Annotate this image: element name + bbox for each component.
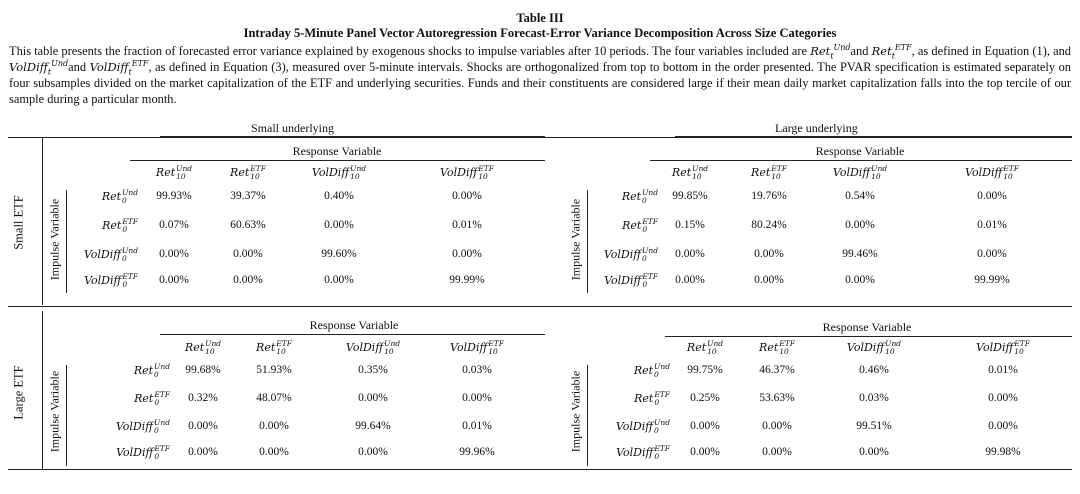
response-variable-rule — [160, 334, 545, 335]
table-cell: 0.00% — [675, 248, 705, 260]
table-cell: 0.00% — [675, 274, 705, 286]
impulse-variable-label: Impulse Variable — [47, 198, 62, 281]
impulse-variable-rule — [66, 190, 67, 293]
impulse-variable-label: Impulse Variable — [47, 370, 62, 453]
table-cell: 99.51% — [856, 420, 892, 432]
table-cell: 0.00% — [845, 274, 875, 286]
column-header: VolDiff ETF 10 — [450, 339, 504, 356]
math-ret-etf: Ret$_t^{ETF}$ — [871, 43, 912, 61]
column-header: VolDiff Und 10 — [832, 164, 888, 181]
row-label: VolDiff ETF 0 — [84, 272, 138, 289]
table-cell: 60.63% — [230, 219, 266, 231]
table-cell: 0.00% — [259, 446, 289, 458]
table-cell: 99.96% — [459, 446, 495, 458]
table-cell: 0.00% — [259, 420, 289, 432]
row-label: VolDiff Und 0 — [615, 418, 670, 435]
table-cell: 0.00% — [690, 446, 720, 458]
column-header: VolDiff ETF 10 — [976, 339, 1030, 356]
table-cell: 99.60% — [321, 248, 357, 260]
response-variable-label: Response Variable — [292, 144, 382, 158]
table-cell: 0.00% — [358, 446, 388, 458]
row-label: VolDiff ETF 0 — [616, 444, 670, 461]
row-label: Ret ETF 0 — [134, 390, 170, 407]
desc-text-2: and — [850, 44, 872, 58]
table-cell: 99.99% — [449, 274, 485, 286]
table-cell: 99.85% — [672, 190, 708, 202]
vrule-large-etf — [42, 311, 43, 469]
table-cell: 0.00% — [233, 248, 263, 260]
row-label: Ret ETF 0 — [634, 390, 670, 407]
table-cell: 0.00% — [845, 219, 875, 231]
label-large-etf: Large ETF — [11, 365, 26, 420]
column-header: Ret ETF 10 — [256, 339, 292, 356]
table-cell: 53.63% — [759, 392, 795, 404]
impulse-variable-rule — [587, 365, 588, 466]
table-cell: 0.00% — [324, 274, 354, 286]
table-cell: 0.00% — [977, 190, 1007, 202]
column-header: Ret Und 10 — [184, 339, 222, 356]
table-cell: 0.00% — [159, 248, 189, 260]
table-cell: 0.00% — [754, 248, 784, 260]
group-large-underlying: Large underlying — [775, 121, 858, 135]
table-subtitle: Intraday 5-Minute Panel Vector Autoregression Forecast-Error Variance Decomposition Across Size Categories — [243, 26, 837, 40]
math-ret-und: Ret$_t^{Und}$ — [810, 43, 851, 61]
table-cell: 99.99% — [974, 274, 1010, 286]
group-small-underlying: Small underlying — [251, 121, 334, 135]
column-header: Ret Und 10 — [155, 164, 193, 181]
table-cell: 0.00% — [159, 274, 189, 286]
vrule-small-etf — [42, 137, 43, 305]
table-cell: 80.24% — [751, 219, 787, 231]
table-cell: 0.03% — [859, 392, 889, 404]
table-cell: 99.64% — [355, 420, 391, 432]
desc-text-1: This table presents the fraction of forecasted error variance explained by exogenous shocks to impulse variables after 10 periods. The four variables included are — [9, 44, 811, 58]
table-cell: 0.01% — [452, 219, 482, 231]
table-cell: 0.03% — [462, 364, 492, 376]
row-label: VolDiff Und 0 — [115, 418, 170, 435]
table-cell: 0.00% — [762, 420, 792, 432]
response-variable-rule — [130, 160, 545, 161]
table-cell: 0.01% — [988, 364, 1018, 376]
table-cell: 99.98% — [985, 446, 1021, 458]
table-cell: 0.00% — [358, 392, 388, 404]
table-cell: 46.37% — [759, 364, 795, 376]
row-label: Ret Und 0 — [101, 188, 138, 205]
table-cell: 0.00% — [188, 420, 218, 432]
table-cell: 0.32% — [188, 392, 218, 404]
rule-bottom — [8, 469, 1072, 470]
row-label: VolDiff ETF 0 — [116, 444, 170, 461]
response-variable-label: Response Variable — [309, 318, 399, 332]
row-label: Ret Und 0 — [621, 188, 658, 205]
table-cell: 48.07% — [256, 392, 292, 404]
desc-text-4: and — [68, 60, 90, 74]
impulse-variable-rule — [66, 365, 67, 466]
table-cell: 0.00% — [452, 190, 482, 202]
rule-middle — [8, 306, 1072, 307]
desc-text-3: , as defined in Equation (1), and — [911, 44, 1071, 58]
table-cell: 19.76% — [751, 190, 787, 202]
table-cell: 0.00% — [324, 219, 354, 231]
table-cell: 0.00% — [188, 446, 218, 458]
table-cell: 0.46% — [859, 364, 889, 376]
column-header: Ret ETF 10 — [230, 164, 266, 181]
column-header: Ret ETF 10 — [759, 339, 795, 356]
table-title: Table III — [516, 11, 564, 25]
rule-top — [8, 137, 1072, 138]
row-label: Ret Und 0 — [633, 362, 670, 379]
row-label: VolDiff Und 0 — [603, 246, 658, 263]
table-cell: 0.00% — [233, 274, 263, 286]
table-cell: 0.01% — [977, 219, 1007, 231]
impulse-variable-label: Impulse Variable — [568, 198, 583, 281]
table-cell: 0.54% — [845, 190, 875, 202]
column-header: VolDiff Und 10 — [345, 339, 401, 356]
table-cell: 99.93% — [156, 190, 192, 202]
column-header: VolDiff ETF 10 — [440, 164, 494, 181]
table-cell: 0.00% — [754, 274, 784, 286]
table-description — [9, 43, 1071, 107]
table-cell: 39.37% — [230, 190, 266, 202]
column-header: Ret Und 10 — [671, 164, 709, 181]
table-cell: 99.68% — [185, 364, 221, 376]
row-label: VolDiff Und 0 — [83, 246, 138, 263]
column-header: VolDiff Und 10 — [311, 164, 367, 181]
impulse-variable-rule — [587, 190, 588, 293]
table-cell: 0.00% — [690, 420, 720, 432]
table-cell: 51.93% — [256, 364, 292, 376]
response-variable-rule — [665, 336, 1072, 337]
table-cell: 0.07% — [159, 219, 189, 231]
row-label: Ret ETF 0 — [622, 217, 658, 234]
table-cell: 0.00% — [988, 392, 1018, 404]
row-label: VolDiff ETF 0 — [604, 272, 658, 289]
column-header: VolDiff ETF 10 — [965, 164, 1019, 181]
table-cell: 0.40% — [324, 190, 354, 202]
table-cell: 99.75% — [687, 364, 723, 376]
label-small-etf: Small ETF — [11, 195, 26, 250]
impulse-variable-label: Impulse Variable — [568, 370, 583, 453]
table-cell: 0.00% — [462, 392, 492, 404]
math-voldiff-etf: VolDiff$_t^{ETF}$ — [89, 59, 149, 77]
table-cell: 0.01% — [462, 420, 492, 432]
table-cell: 0.25% — [690, 392, 720, 404]
desc-text-5: , as defined in Equation (3), measured over 5-minute intervals. Shocks are orthogonalized from top to bottom in the order presented. The PVAR specification is estimated separately on four subsamples divided on the market capitalization of the ETF and underlying securities. Funds and their constituents are considered large if their mean daily market capitalization falls into the top tercile of our sample during a particular month. — [9, 60, 1071, 106]
math-voldiff-und: VolDiff$_t^{Und}$ — [9, 59, 69, 77]
table-cell: 0.00% — [859, 446, 889, 458]
response-variable-label: Response Variable — [815, 144, 905, 158]
row-label: Ret Und 0 — [133, 362, 170, 379]
column-header: Ret Und 10 — [686, 339, 724, 356]
response-variable-rule — [650, 160, 1072, 161]
table-cell: 0.00% — [977, 248, 1007, 260]
row-label: Ret ETF 0 — [102, 217, 138, 234]
column-header: VolDiff Und 10 — [846, 339, 902, 356]
table-cell: 0.00% — [762, 446, 792, 458]
response-variable-label: Response Variable — [822, 320, 912, 334]
table-cell: 0.35% — [358, 364, 388, 376]
table-cell: 0.00% — [452, 248, 482, 260]
table-cell: 99.46% — [842, 248, 878, 260]
table-cell: 0.00% — [988, 420, 1018, 432]
column-header: Ret ETF 10 — [751, 164, 787, 181]
table-cell: 0.15% — [675, 219, 705, 231]
